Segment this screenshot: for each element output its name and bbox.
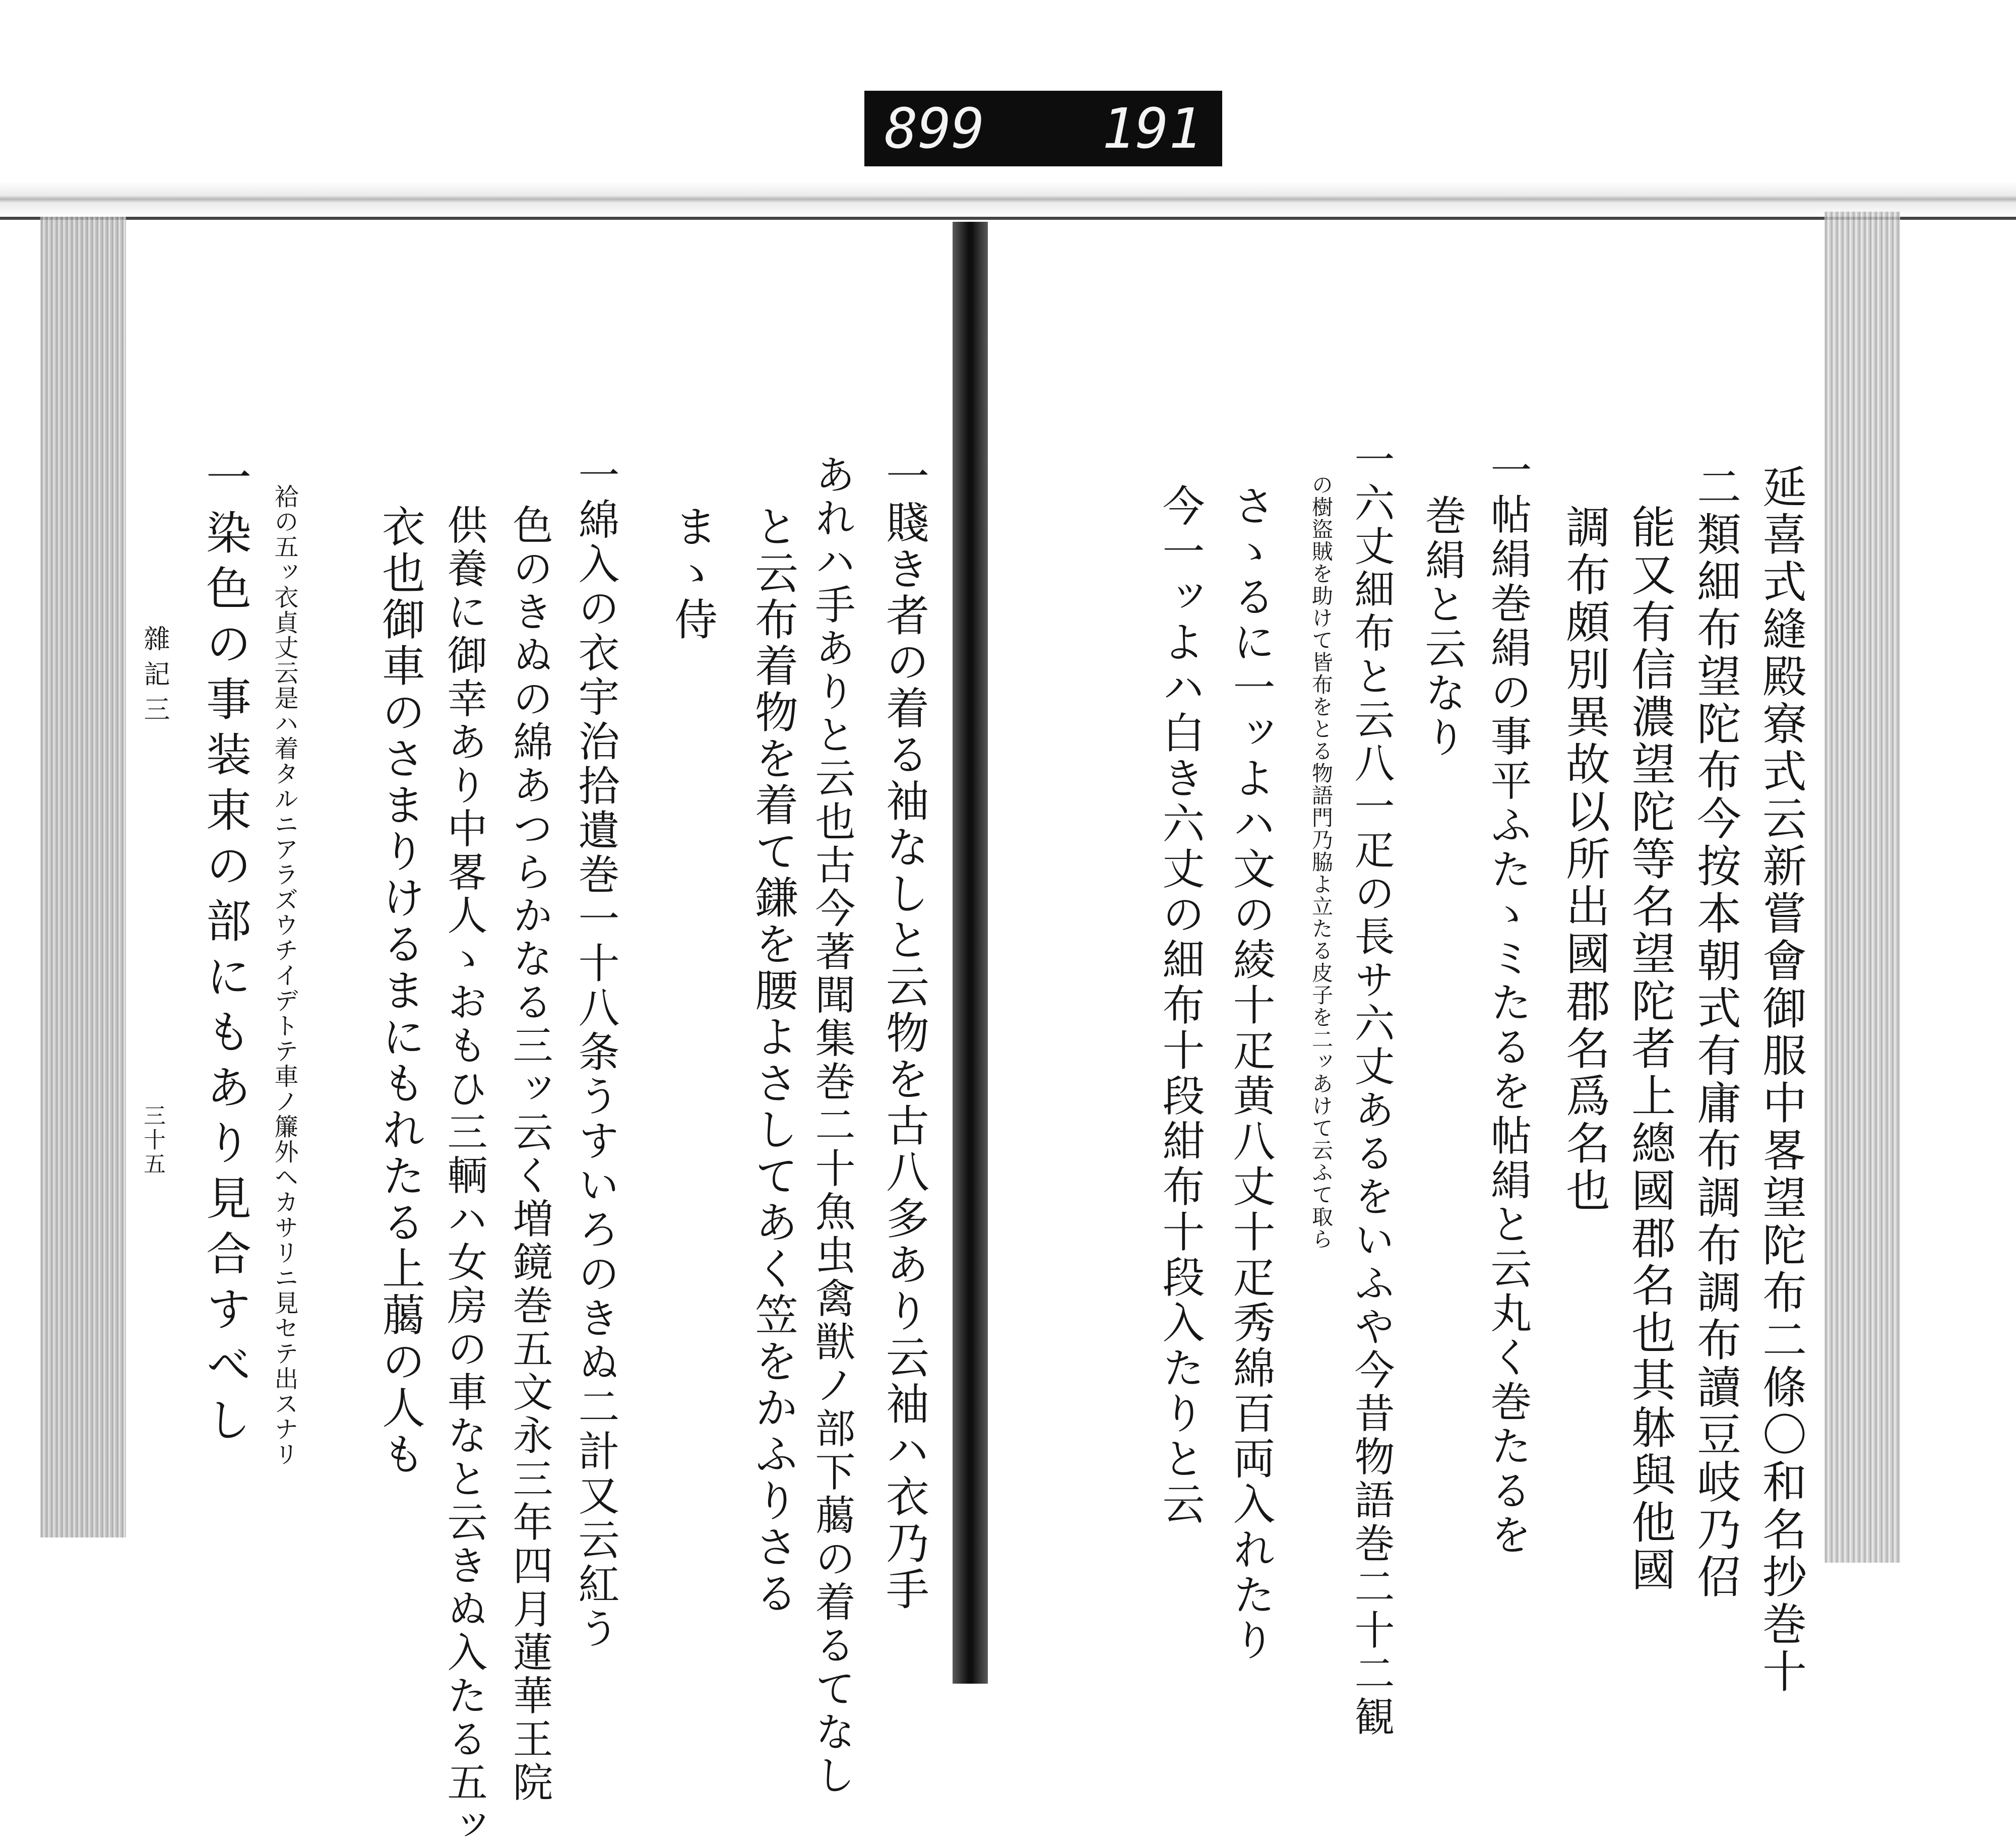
text-column: 今一ッよハ白き六丈の細布十段紺布十段入たりと云 [1156,484,1205,1527]
text-column: 一賤き者の着る袖なしと云物を古八多あり云袖ハ衣乃手 [878,454,929,1613]
left-page [126,222,953,1848]
plate-left-number: 899 [885,96,985,161]
page-number: 三十五 [140,1104,165,1177]
book-gutter [953,222,988,1684]
book-top-edge [0,217,2016,220]
text-column: 一帖絹巻絹の事平ふたゝミたるを帖絹と云丸く巻たるを [1484,449,1532,1558]
text-column: 一染色の事装束の部にもあり見合すべし [198,454,251,1452]
text-column: 色のきぬの綿あつらかなる三ッ云く増鏡巻五文永三年四月蓮華王院 [506,504,553,1805]
text-column: 衣也御車のさまりけるまにもれたる上﨟の人も [374,504,425,1478]
text-column: 能又有信濃望陀等名望陀者上總國郡名也其躰與他國 [1624,504,1676,1594]
text-column: あれハ手ありと云也古今著聞集巻二十魚虫禽獣ノ部下﨟の着るてなし [808,454,855,1798]
right-page-edges [1824,212,1900,1563]
plate-right-number: 191 [1102,96,1202,161]
text-column: 延喜式縫殿寮式云新嘗會御服中畧望陀布二條〇和名抄巻十 [1755,464,1807,1696]
text-column: 調布頗別異故以所出國郡名爲名也 [1559,504,1611,1215]
film-number-plate [864,91,1222,166]
text-column: の樹盜賊を助けて皆布をとる物語門乃脇よ立たる皮子を二ッあけて云ふて取ら [1309,474,1334,1250]
scan-shadow-band [0,181,2016,217]
text-column: 一六丈細布と云八一疋の長サ六丈あるをいふや今昔物語巻二十二観 [1348,439,1395,1739]
left-page-edges [40,217,126,1537]
running-header: 雜記三 [139,625,169,731]
text-column: と云布着物を着て鎌を腰よさしてあく笠をかふりさる [747,504,798,1617]
text-column: 二類細布望陀布今按本朝式有庸布調布調布讀豆岐乃佋 [1690,464,1742,1601]
text-column: 巻絹と云なり [1418,494,1466,760]
text-column: 供養に御幸あり中畧人ゝおもひ三輌ハ女房の車なと云きぬ入たる五ッ [440,504,487,1848]
text-column: 一綿入の衣宇治拾遺巻一十八条うすいろのきぬ二計又云紅う [572,454,619,1651]
text-column: まゝ侍 [667,504,717,643]
text-column: 袷の五ッ衣貞丈云是ハ着タルニアラズウチイデトテ車ノ簾外ヘカサリニ見セテ出スナリ [270,484,298,1467]
right-page [988,222,1824,1739]
text-column: さゝるに一ッよハ文の綾十疋黄八丈十疋秀綿百両入れたり [1226,484,1276,1664]
